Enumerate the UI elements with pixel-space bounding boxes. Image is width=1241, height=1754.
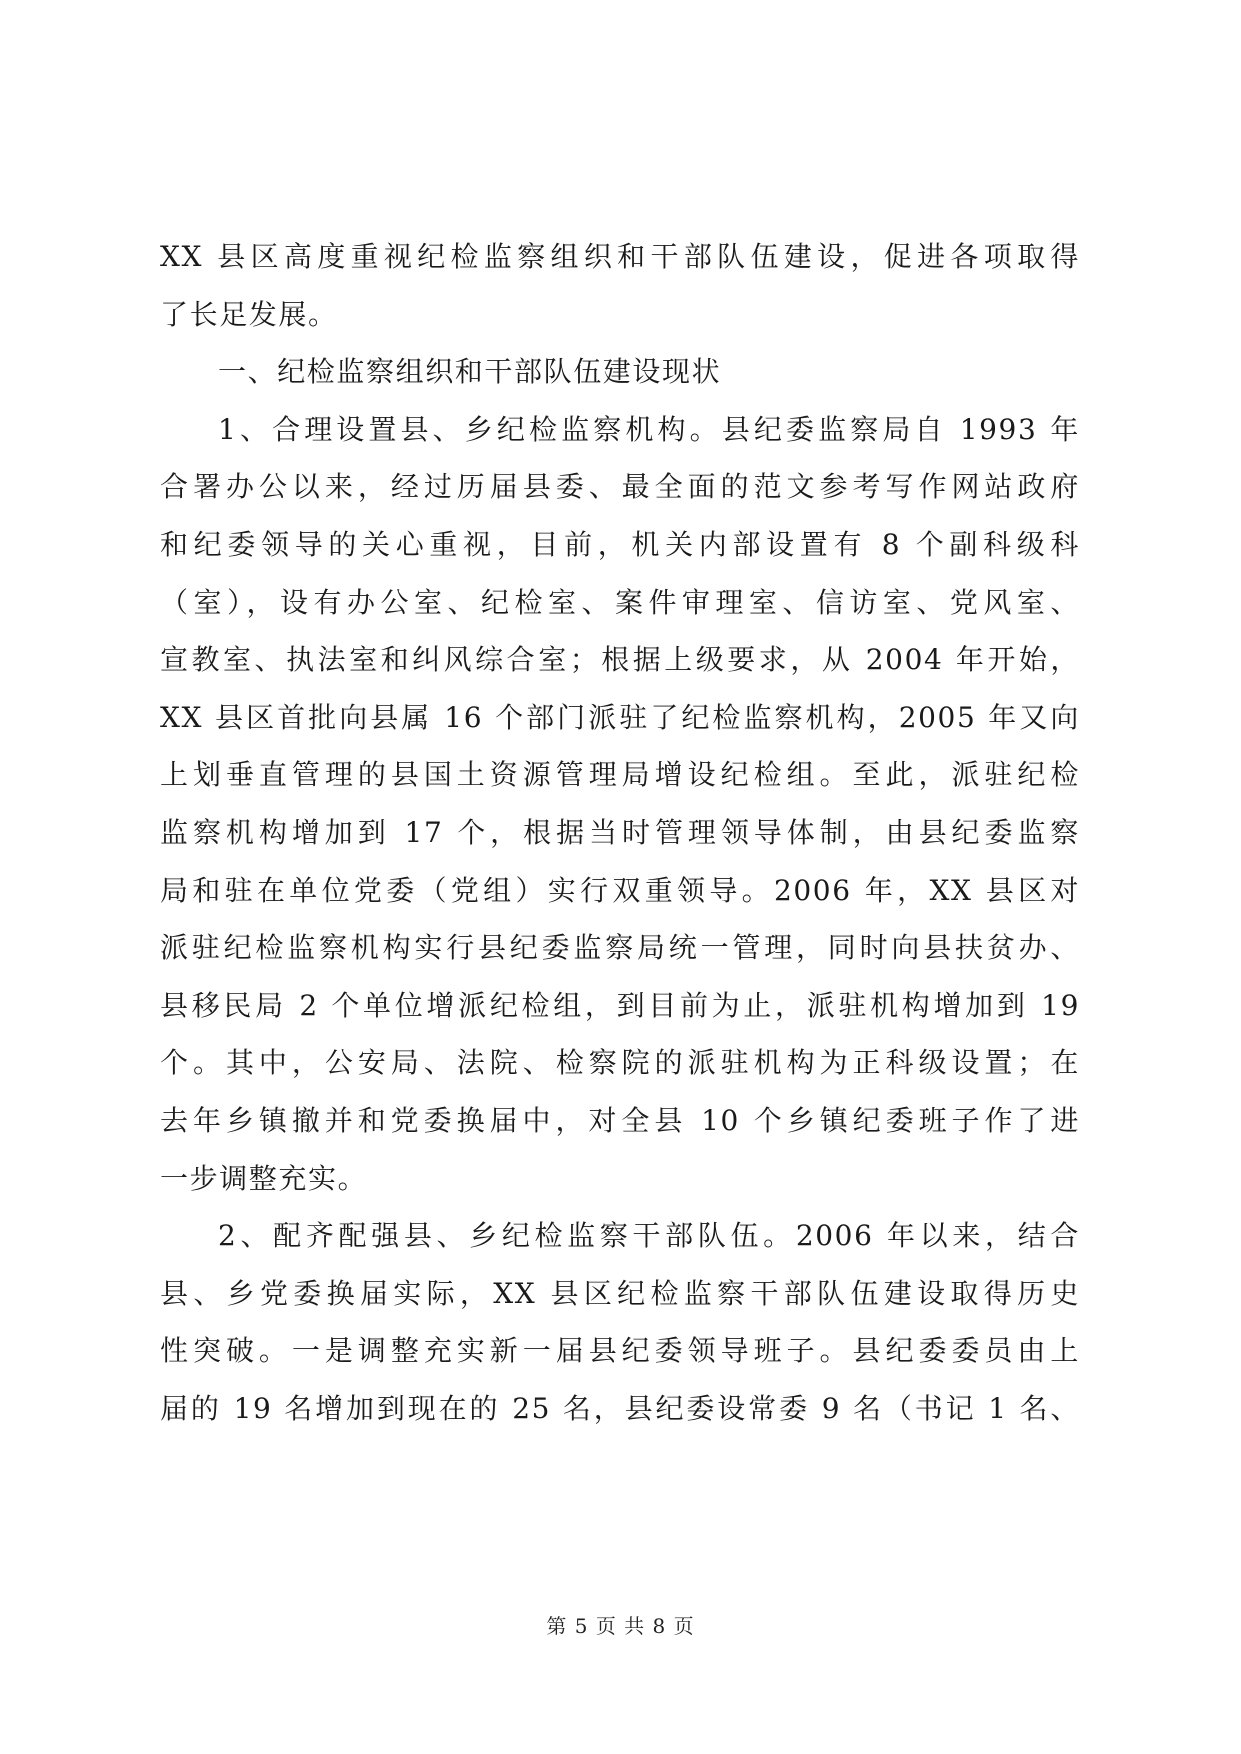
text-line: XX 县区首批向县属 16 个部门派驻了纪检监察机构，2005 年又向 [160,700,1080,734]
document-body [160,228,1080,1437]
text-line: 一步调整充实。 [160,1161,368,1195]
text-line: XX 县区高度重视纪检监察组织和干部队伍建设，促进各项取得 [160,240,1080,273]
text-line: 届的 19 名增加到现在的 25 名，县纪委设常委 9 名（书记 1 名、 [160,1391,1080,1425]
text-line: 县移民局 2 个单位增派纪检组，到目前为止，派驻机构增加到 19 [160,988,1080,1022]
text-line: 监察机构增加到 17 个，根据当时管理领导体制，由县纪委监察 [160,815,1080,849]
text-line: 合署办公以来，经过历届县委、最全面的范文参考写作网站政府 [160,470,1080,504]
paragraph-item-1 [160,401,1080,1207]
text-line: 个。其中，公安局、法院、检察院的派驻机构为正科级设置；在 [160,1046,1080,1080]
text-line: 去年乡镇撤并和党委换届中，对全县 10 个乡镇纪委班子作了进 [160,1103,1080,1137]
text-line: 派驻纪检监察机构实行县纪委监察局统一管理，同时向县扶贫办、 [160,931,1080,965]
section-heading [160,343,1080,401]
text-line: 2、配齐配强县、乡纪检监察干部队伍。2006 年以来，结合 [218,1219,1080,1253]
text-line: 宣教室、执法室和纠风综合室；根据上级要求，从 2004 年开始， [160,643,1080,677]
text-line: 1、合理设置县、乡纪检监察机构。县纪委监察局自 1993 年 [218,412,1080,446]
text-line: 和纪委领导的关心重视，目前，机关内部设置有 8 个副科级科 [160,527,1080,561]
text-line: 县、乡党委换届实际，XX 县区纪检监察干部队伍建设取得历史 [160,1276,1080,1310]
paragraph-intro [160,228,1080,343]
paragraph-item-2 [160,1207,1080,1437]
text-line: （室），设有办公室、纪检室、案件审理室、信访室、党风室、 [160,585,1080,619]
text-line: 上划垂直管理的县国土资源管理局增设纪检组。至此，派驻纪检 [160,758,1080,792]
section-heading-text: 一、纪检监察组织和干部队伍建设现状 [218,355,722,389]
text-line: 局和驻在单位党委（党组）实行双重领导。2006 年，XX 县区对 [160,873,1080,907]
text-line: 性突破。一是调整充实新一届县纪委领导班子。县纪委委员由上 [160,1334,1080,1368]
page-number-footer: 第 5 页 共 8 页 [546,1614,695,1638]
text-line: 了长足发展。 [160,297,338,331]
